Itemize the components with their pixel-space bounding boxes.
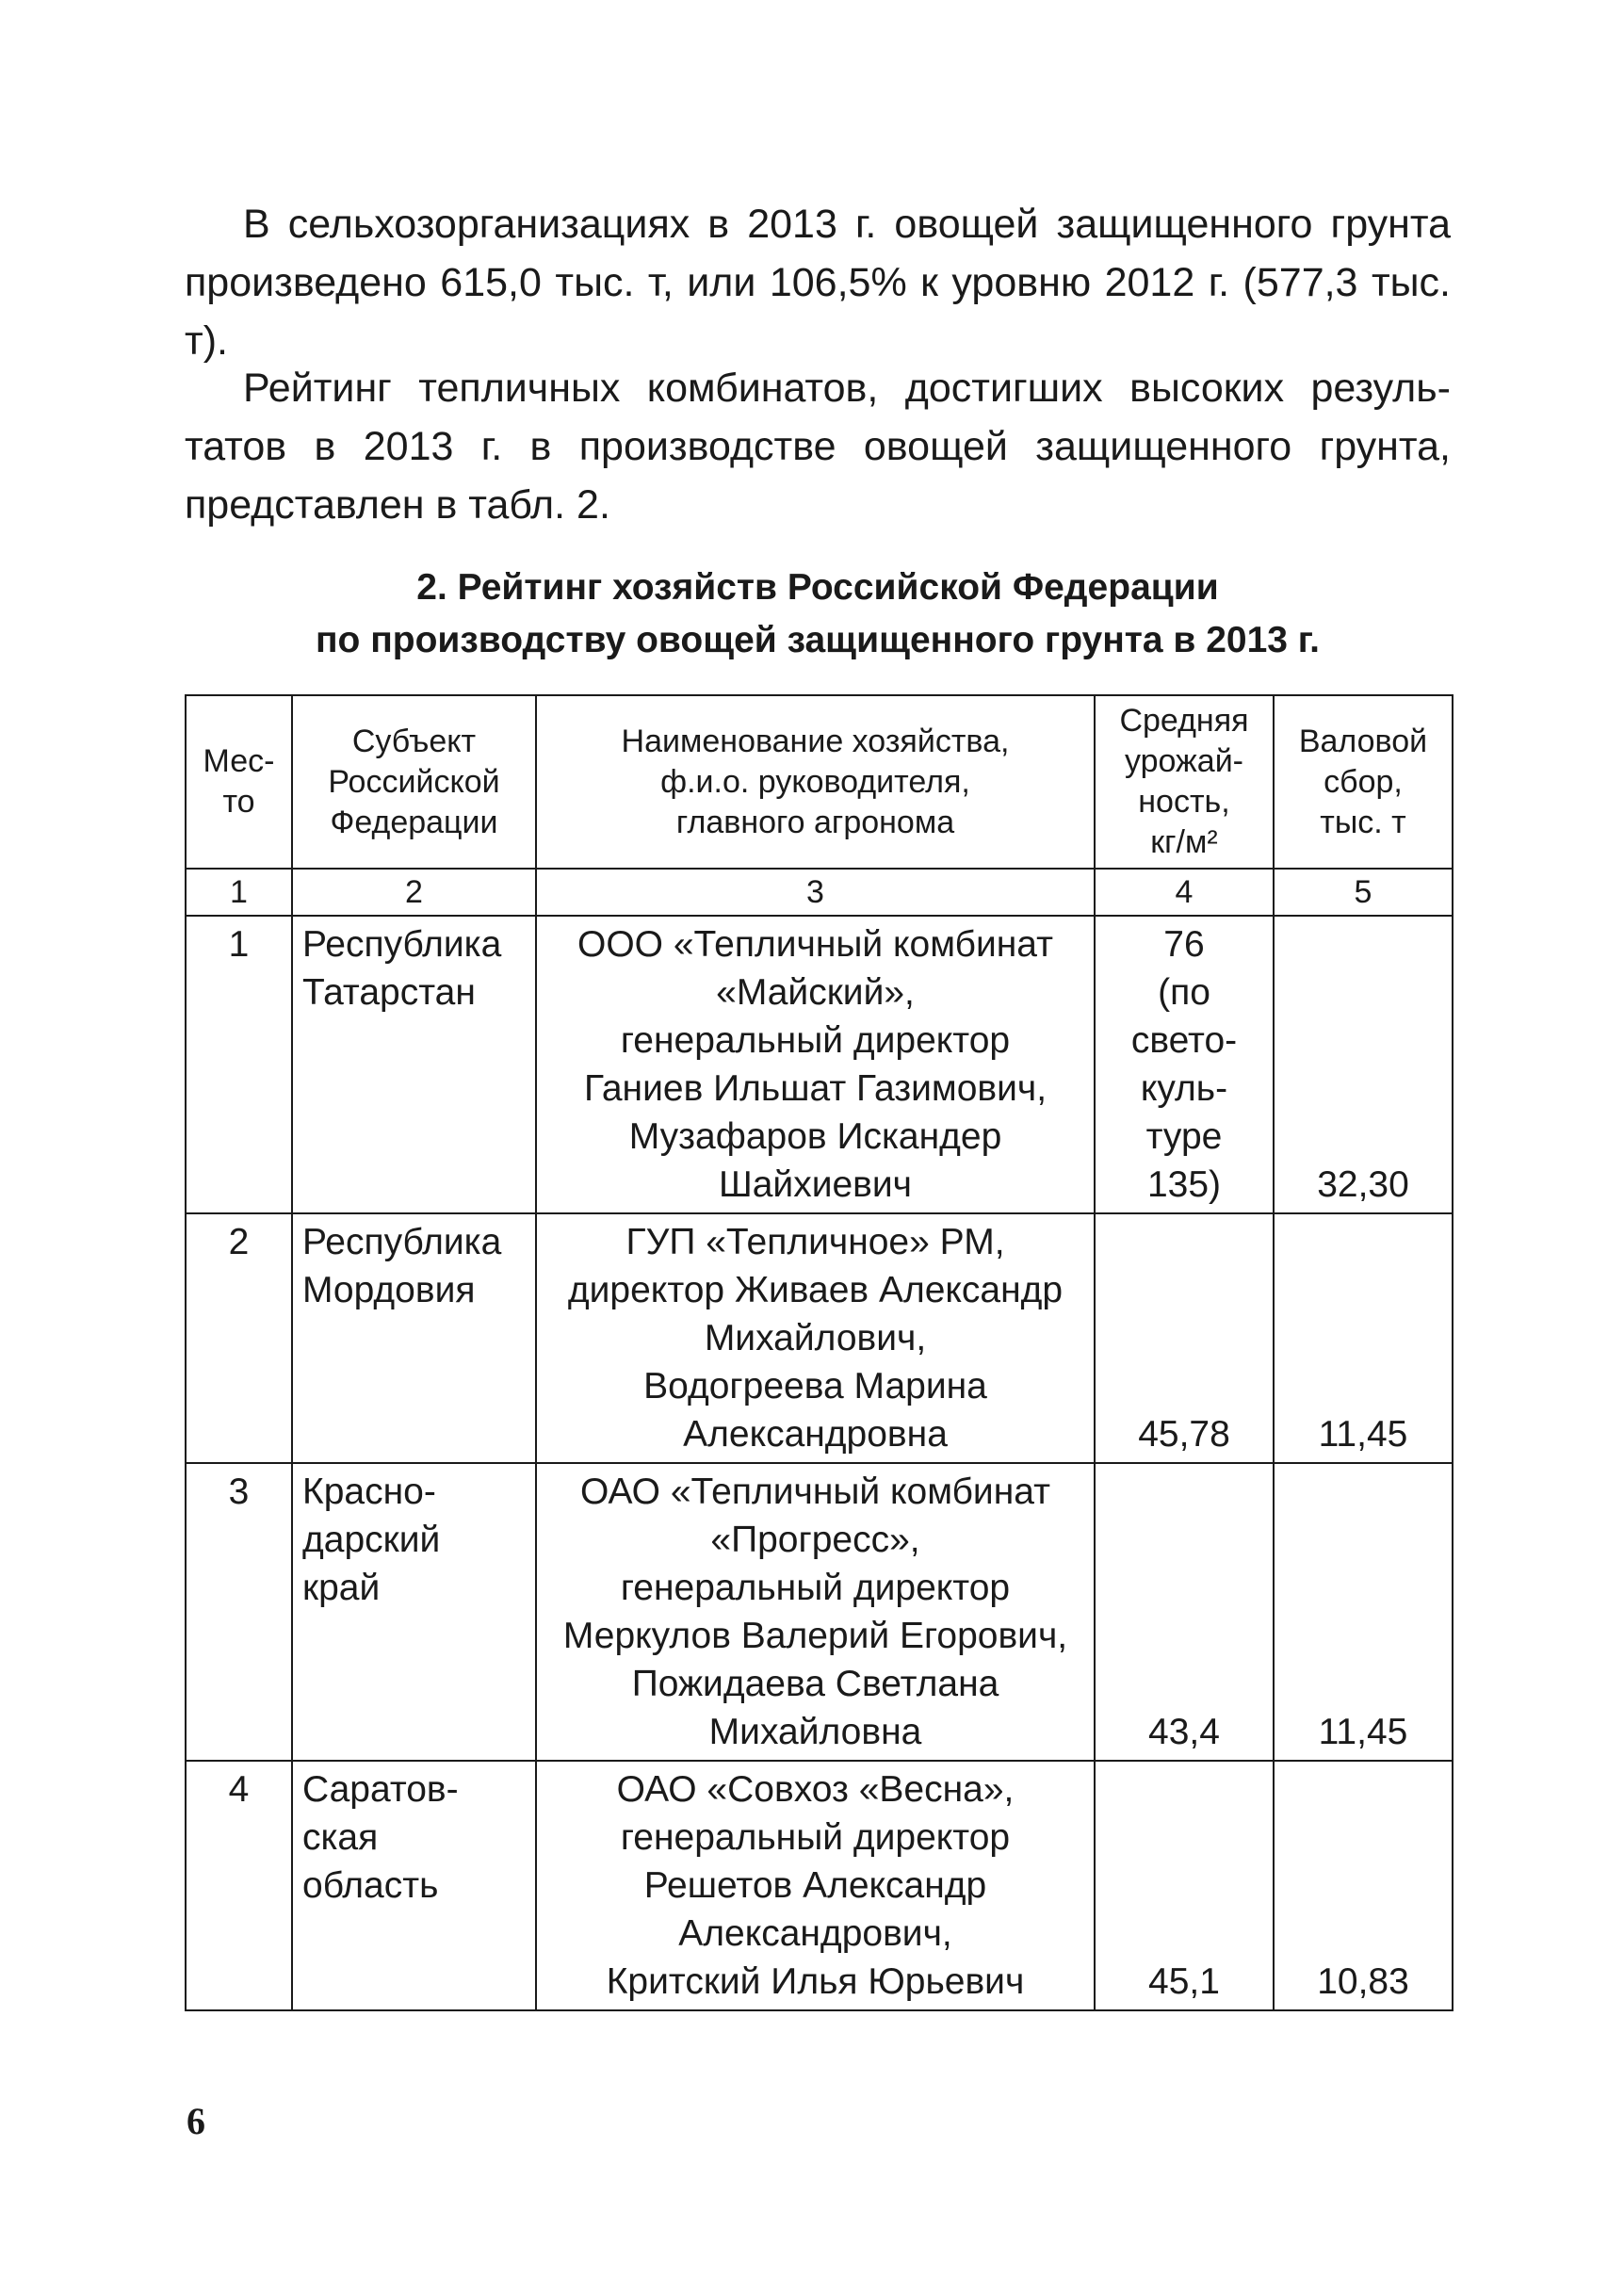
table-title [185,561,1451,667]
farm-cell: ООО «Тепличный комбинат «Майский», генеральный директор Ганиев Ильшат Газимович, Музафаров Искандер Шайхиевич [536,916,1095,1213]
header-region: Субъект Российской Федерации [292,695,536,869]
gross-cell: 10,83 [1274,1761,1453,2010]
column-number: 2 [292,869,536,916]
column-number: 1 [186,869,292,916]
place-cell: 3 [186,1463,292,1761]
yield-cell: 45,1 [1095,1761,1274,2010]
rating-paragraph: Рейтинг тепличных комбинатов, достигших высоких результатов в 2013 г. в производстве овощей защищенного грунта, представлен в табл. 2. [185,366,1451,528]
region-cell: Республика Мордовия [292,1213,536,1463]
table-row [186,916,1453,1213]
gross-cell: 11,45 [1274,1463,1453,1761]
table-row [186,1463,1453,1761]
column-number-row [186,869,1453,916]
gross-cell: 32,30 [1274,916,1453,1213]
rating-table [185,694,1453,2011]
farm-cell: ОАО «Совхоз «Весна», генеральный директор Решетов Александр Александрович, Критский Илья Юрьевич [536,1761,1095,2010]
yield-cell: 76 (по свето- куль- туре 135) [1095,916,1274,1213]
page-number: 6 [187,2100,205,2142]
region-cell: Республика Татарстан [292,916,536,1213]
place-cell: 1 [186,916,292,1213]
place-cell: 4 [186,1761,292,2010]
header-gross: Валовой сбор, тыс. т [1274,695,1453,869]
farm-cell: ОАО «Тепличный комбинат «Прогресс», генеральный директор Меркулов Валерий Егорович, Пожидаева Светлана Михайловна [536,1463,1095,1761]
column-number: 4 [1095,869,1274,916]
table-row [186,1213,1453,1463]
column-number: 5 [1274,869,1453,916]
intro-paragraph: В сельхозорганизациях в 2013 г. овощей защищенного грунта произведено 615,0 тыс. т, или 106,5% к уровню 2012 г. (577,3 тыс. т). [185,202,1451,364]
column-number: 3 [536,869,1095,916]
region-cell: Красно- дарский край [292,1463,536,1761]
table-row [186,1761,1453,2010]
place-cell: 2 [186,1213,292,1463]
header-place: Мес- то [186,695,292,869]
table-header-row [186,695,1453,869]
table-title-line-2: по производству овощей защищенного грунта в 2013 г. [316,620,1320,660]
header-yield: Средняя урожай- ность, кг/м² [1095,695,1274,869]
gross-cell: 11,45 [1274,1213,1453,1463]
header-farm: Наименование хозяйства, ф.и.о. руководителя, главного агронома [536,695,1095,869]
farm-cell: ГУП «Тепличное» РМ, директор Живаев Александр Михайлович, Водогреева Марина Александровна [536,1213,1095,1463]
yield-cell: 45,78 [1095,1213,1274,1463]
yield-cell: 43,4 [1095,1463,1274,1761]
table-title-line-1: 2. Рейтинг хозяйств Российской Федерации [416,567,1219,608]
region-cell: Саратов- ская область [292,1761,536,2010]
